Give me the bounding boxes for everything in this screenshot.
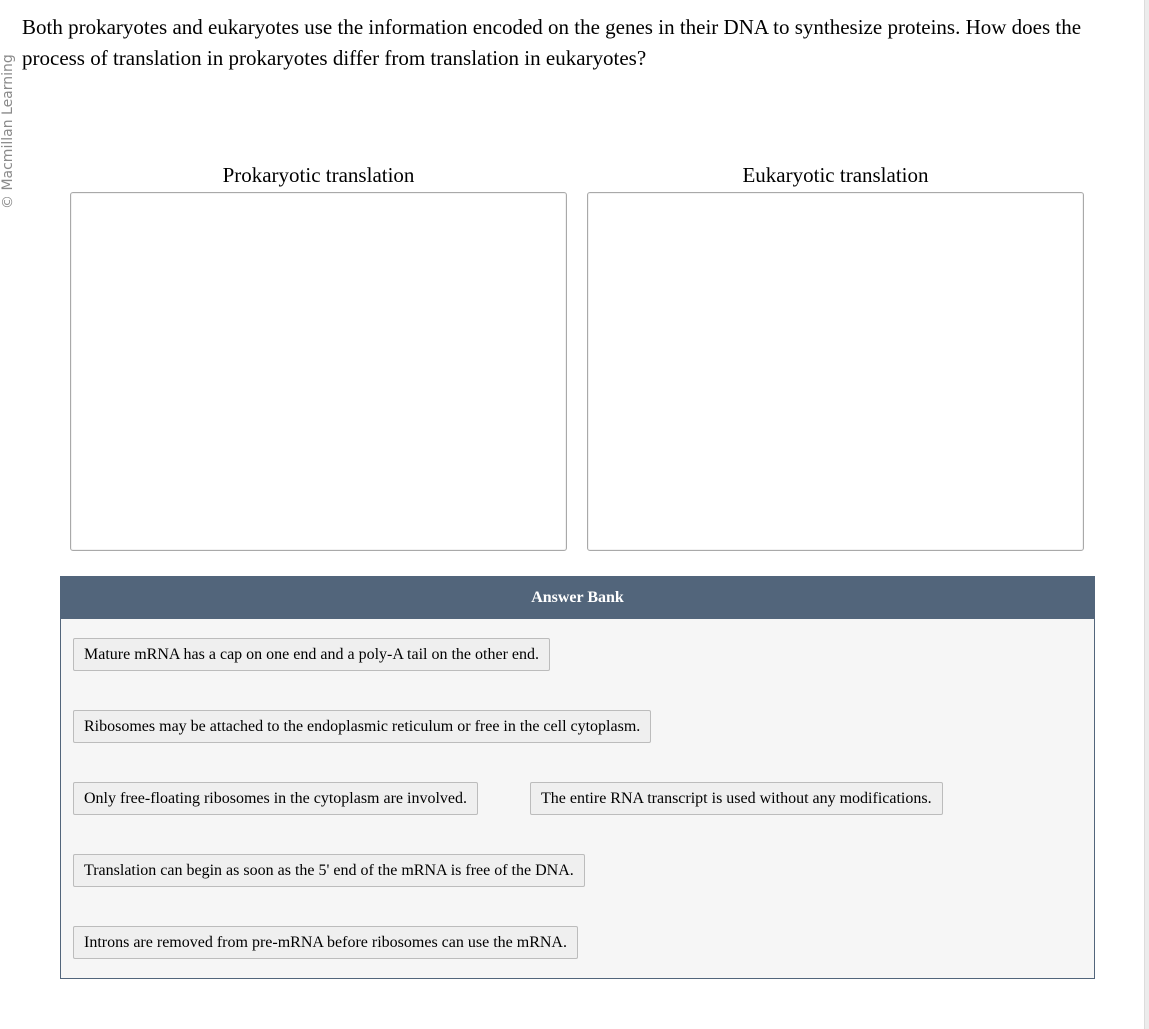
answer-chip-coupled-translation[interactable]: Translation can begin as soon as the 5' end of the mRNA is free of the DNA. (73, 854, 585, 887)
prokaryotic-drop-zone[interactable] (70, 192, 567, 551)
answer-chip-introns-removed[interactable]: Introns are removed from pre-mRNA before ribosomes can use the mRNA. (73, 926, 578, 959)
answer-chip-no-modifications[interactable]: The entire RNA transcript is used without any modifications. (530, 782, 943, 815)
page-right-edge (1144, 0, 1149, 1029)
eukaryotic-column-title: Eukaryotic translation (742, 163, 929, 187)
answer-chip-ribosomes-er[interactable]: Ribosomes may be attached to the endoplasmic reticulum or free in the cell cytoplasm. (73, 710, 651, 743)
answer-chip-free-ribosomes[interactable]: Only free-floating ribosomes in the cytoplasm are involved. (73, 782, 478, 815)
answer-bank (60, 576, 1095, 979)
answer-chip-mature-mrna[interactable]: Mature mRNA has a cap on one end and a poly-A tail on the other end. (73, 638, 550, 671)
copyright-watermark: © Macmillan Learning (0, 54, 16, 209)
question-text: Both prokaryotes and eukaryotes use the information encoded on the genes in their DNA to synthesize proteins. How does the process of translation in prokaryotes differ from translation in eukaryotes? (22, 15, 1082, 70)
prokaryotic-column-title: Prokaryotic translation (222, 163, 415, 187)
answer-bank-header: Answer Bank (61, 577, 1094, 619)
eukaryotic-drop-zone[interactable] (587, 192, 1084, 551)
